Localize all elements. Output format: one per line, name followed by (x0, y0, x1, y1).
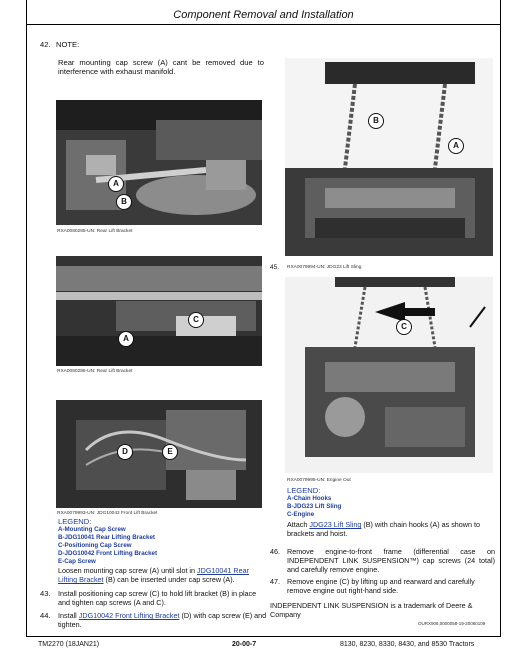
attach-instruction (287, 520, 495, 538)
legend-left-title: LEGEND: (58, 517, 92, 526)
lift-sling-photo (285, 58, 493, 256)
legend-right-item: B-JDG23 Lift Sling (287, 503, 342, 510)
callout-c-2: C (396, 319, 412, 335)
step-43-number: 43. (40, 589, 51, 598)
loosen-instruction (58, 566, 268, 584)
callout-c: C (188, 312, 204, 328)
page-title: Component Removal and Installation (173, 9, 354, 21)
attach-text-2: (B) with chain hooks (A) as shown to brackets and hoist. (287, 520, 480, 538)
step-47-number: 47. (270, 577, 280, 586)
note-body: Rear mounting cap screw (A) cant be removed due to interference with exhaust manifold. (58, 58, 264, 77)
callout-b: B (116, 194, 132, 210)
jdg10042-link[interactable]: JDG10042 Front Lifting Bracket (78, 611, 180, 620)
rear-lift-bracket-photo-1 (56, 100, 262, 225)
image-caption-1: RXA0080285-UN: Rear Lift Bracket (57, 229, 133, 234)
callout-a-2: A (118, 331, 134, 347)
footer-rule (26, 636, 501, 637)
footer-page-number: 20-00-7 (232, 641, 257, 648)
step-45-number: 45. (270, 264, 280, 271)
legend-left-item: B-JDG10041 Rear Lifting Bracket (58, 534, 155, 541)
legend-right-item: A-Chain Hooks (287, 495, 332, 502)
step-44-text-2: (D) with cap screw (E) and tighten. (58, 611, 267, 629)
image-caption-2: RXA0080286-UN: Rear Lift Bracket (57, 369, 133, 374)
legend-left-item: D-JDG10042 Front Lifting Bracket (58, 550, 158, 557)
note-label: NOTE: (56, 40, 80, 49)
jdg23-link[interactable]: JDG23 Lift Sling (309, 520, 362, 529)
step-42-number: 42. (40, 40, 51, 49)
image-caption-4: RXA0079994-UN: JDG23 Lift Sling (287, 265, 362, 270)
step-47-text: Remove engine (C) by lifting up and rearward and carefully remove engine out right-hand side. (287, 577, 475, 595)
loosen-text-2: (B) can be inserted under cap screw (A). (105, 575, 235, 584)
step-46-number: 46. (270, 547, 280, 556)
footer-models: 8130, 8230, 8330, 8430, and 8530 Tractors (340, 641, 475, 648)
rear-lift-bracket-photo-2 (56, 256, 262, 366)
engine-out-photo (285, 277, 493, 473)
step-44-text-1: Install (58, 611, 77, 620)
step-43-text: Install positioning cap screw (C) to hold lift bracket (B) in place and tighten cap screws (A and C). (58, 589, 257, 607)
jdg10041-link[interactable]: JDG10041 Rear Lifting Bracket (58, 566, 249, 584)
document-id: OURX906,0000058-19-20060109 (418, 621, 486, 626)
image-caption-3: RXA0079993-UN: JDG10042 Front Lift Bracket (57, 511, 158, 516)
step-44-number: 44. (40, 611, 51, 620)
attach-text-1: Attach (287, 520, 308, 529)
front-lift-bracket-photo (56, 400, 262, 508)
legend-right-title: LEGEND: (287, 486, 321, 495)
trademark-note: INDEPENDENT LINK SUSPENSION is a trademark of Deere & Company (270, 601, 473, 619)
legend-right-item: C-Engine (287, 511, 315, 518)
callout-d: D (117, 444, 133, 460)
callout-e: E (162, 444, 178, 460)
step-46-text: Remove engine-to-front frame (differential case on INDEPENDENT LINK SUSPENSION™) cap screws (24 total) and carefully remove engine. (287, 547, 495, 574)
image-caption-5: RXA0079995-UN: Engine Out (287, 478, 351, 483)
legend-left-item: E-Cap Screw (58, 558, 96, 565)
callout-a-3: A (448, 138, 464, 154)
header-rule (26, 24, 501, 25)
callout-b-2: B (368, 113, 384, 129)
footer-manual-id: TM2270 (18JAN21) (38, 641, 100, 648)
loosen-text-1: Loosen mounting cap screw (A) until slot in (58, 566, 196, 575)
legend-left-item: A-Mounting Cap Screw (58, 526, 126, 533)
legend-left-item: C-Positioning Cap Screw (58, 542, 132, 549)
callout-a: A (108, 176, 124, 192)
step-44-text (58, 611, 268, 629)
